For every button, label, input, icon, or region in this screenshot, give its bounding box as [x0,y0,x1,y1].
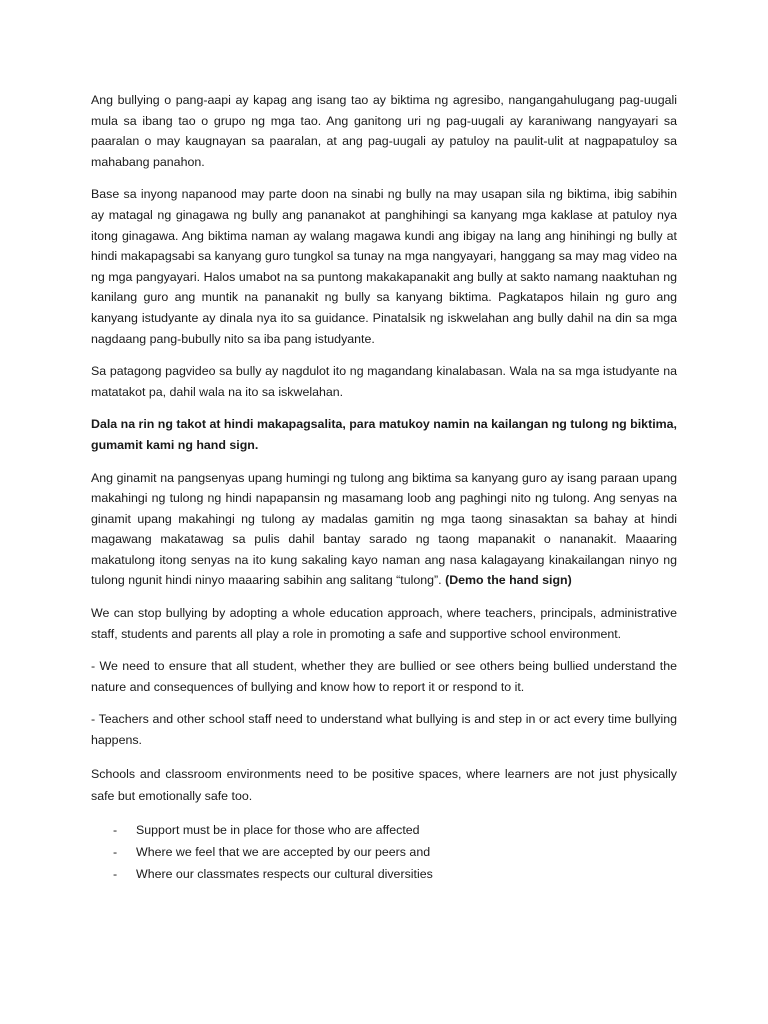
paragraph-teachers-step-in: - Teachers and other school staff need to understand what bullying is and step in or act every time bullying happens. [91,712,677,748]
hand-sign-explanation-text: Ang ginamit na pangsenyas upang humingi ng tulong ang biktima sa kanyang guro ay isang paraan upang makahingi ng tulong ng hindi napapansin ng masamang loob ang paghingi nito ng tulong. Ang senyas na ginamit upang makahingi ng tulong ay madalas gamitin ng mga taong sinasaktan sa bahay at hindi magawang makatawag sa pulis dahil bantay sarado ng taong mapanakit o nananakit. Maaaring makatulong itong senyas na ito kung sakaling kayo naman ang nasa kalagayang kinakailangan ninyo ng tulong ngunit hindi ninyo maaaring sabihin ang salitang “tulong”. [91,470,677,588]
paragraph-outcome: Sa patagong pagvideo sa bully ay nagdulot ito ng magandang kinalabasan. Wala na sa mga istudyante na matatakot pa, dahil wala na ito sa iskwelahan. [91,364,677,399]
list-item-text: Where our classmates respects our cultural diversities [136,866,433,881]
list-dash: - [113,822,118,837]
list-dash: - [113,844,118,859]
demo-hand-sign-note: (Demo the hand sign) [445,573,572,588]
support-list [91,819,677,885]
list-dash: - [113,866,118,881]
paragraph-whole-education-approach: We can stop bullying by adopting a whole education approach, where teachers, principals, administrative staff, students and parents all play a role in promoting a safe and supportive school environment. [91,606,677,641]
list-item [91,819,677,841]
list-item [91,841,677,863]
list-item-text: Support must be in place for those who are affected [136,822,420,837]
paragraph-positive-spaces: Schools and classroom environments need to be positive spaces, where learners are not just physically safe but emotionally safe too. [91,766,677,803]
paragraph-bullying-definition: Ang bullying o pang-aapi ay kapag ang isang tao ay biktima ng agresibo, nangangahulugang pag-uugali mula sa ibang tao o grupo ng mga tao. Ang ganitong uri ng pag-uugali ay karaniwang nangyayari sa paaralan o may kaugnayan sa paaralan, at ang pag-uugali ay patuloy na paulit-ulit at nagpapatuloy sa mahabang panahon. [91,93,677,169]
list-item-text: Where we feel that we are accepted by our peers and [136,844,431,859]
list-item [91,863,677,885]
paragraph-hand-sign-intro: Dala na rin ng takot at hindi makapagsalita, para matukoy namin na kailangan ng tulong ng biktima, gumamit kami ng hand sign. [91,417,677,452]
paragraph-hand-sign-explanation [91,468,677,592]
paragraph-video-summary: Base sa inyong napanood may parte doon na sinabi ng bully na may usapan sila ng biktima, ibig sabihin ay matagal ng ginagawa ng bully ang pananakot at panghihingi sa kanyang mga kaklase at patuloy nya itong ginagawa. Ang biktima naman ay walang magawa kundi ang ibigay na lang ang hinihingi ng bully at hindi makapagsabi sa kanyang guro tungkol sa tunay na mga nangyayari, hanggang sa may mag video na ng mga pangyayari. Halos umabot na sa puntong makakapanakit ang bully at sakto namang naaktuhan ng kanilang guro ang muntik na pananakit ng bully sa kanyang biktima. Pagkatapos hilain ng guro ang kanyang istudyante ay dinala nya ito sa guidance. Pinatalsik ng iskwelahan ang bully dahil na din sa mga nagdaang pang-bubully nito sa iba pang istudyante. [91,187,677,346]
paragraph-students-understanding: - We need to ensure that all student, whether they are bullied or see others being bullied understand the nature and consequences of bullying and know how to report it or respond to it. [91,659,677,694]
document-page [91,90,677,885]
